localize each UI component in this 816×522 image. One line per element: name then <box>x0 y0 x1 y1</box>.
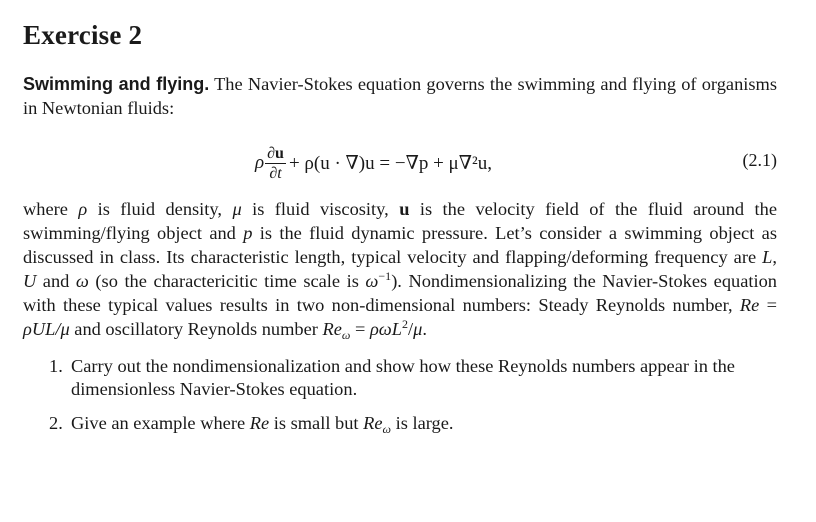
text-run: is large. <box>391 413 454 433</box>
inverse-exponent: −1 <box>378 269 392 283</box>
equation-rho: ρ <box>255 152 265 173</box>
list-item <box>49 412 777 435</box>
text-run: is the velocity field of the fluid around the swimming/flying object and <box>23 199 778 243</box>
text-run: Give an example where <box>71 413 250 433</box>
text-run: = <box>759 295 777 315</box>
symbol-mu: μ <box>413 319 423 339</box>
text-run: / <box>408 319 414 339</box>
task-text: Carry out the nondimensionalization and show how these Reynolds numbers appear in the dimensionless Navier-Stokes equation. <box>71 356 735 399</box>
symbol-oscillatory-reynolds: Re <box>363 413 383 433</box>
symbol-rho: ρ <box>78 199 88 219</box>
text-run: where <box>23 199 79 219</box>
omega-subscript: ω <box>382 422 392 436</box>
equation-rhs: + ρ(u · ∇)u = −∇p + μ∇²u, <box>288 152 492 174</box>
text-run: is fluid viscosity, <box>241 199 400 219</box>
symbol-length: L <box>762 247 773 267</box>
task-list <box>49 355 777 446</box>
navier-stokes-equation <box>23 136 777 190</box>
fraction-numerator: ∂u <box>267 144 284 162</box>
symbol-omega: ω <box>365 271 379 291</box>
text-run: = <box>350 319 370 339</box>
text-run: is fluid density, <box>87 199 233 219</box>
text-run: (so the charactericitic time scale is <box>88 271 366 291</box>
symbol-omega: ω <box>75 271 89 291</box>
text-run: is small but <box>269 413 364 433</box>
time-derivative-fraction <box>265 145 286 182</box>
symbol-velocity: u <box>399 199 410 219</box>
description-paragraph <box>23 197 777 341</box>
text-run: . <box>422 319 427 339</box>
task-text <box>71 413 454 436</box>
text-run: and oscillatory Reynolds number <box>69 319 323 339</box>
symbol-oscillatory-reynolds: Re <box>322 319 342 339</box>
exercise-heading: Exercise 2 <box>23 20 143 50</box>
square-exponent: 2 <box>402 317 409 331</box>
omega-subscript: ω <box>341 328 351 342</box>
symbol-reynolds: Re <box>739 295 760 315</box>
symbol-mu: μ <box>232 199 242 219</box>
symbol-reynolds: Re <box>249 413 270 433</box>
equation-number: (2.1) <box>742 150 777 170</box>
oscillatory-reynolds-expression: ρωL <box>369 319 403 339</box>
text-run: , <box>772 247 777 267</box>
text-run: is the fluid dynamic pressure. Let’s consider a swimming object as discussed in class. Its characteristic length, typical velocity and flapping/deforming frequency are <box>23 223 777 267</box>
intro-paragraph <box>23 72 777 120</box>
equation-body <box>255 138 492 188</box>
symbol-pressure: p <box>243 223 253 243</box>
reynolds-expression: ρUL/μ <box>23 319 70 339</box>
symbol-velocity-scale: U <box>23 271 37 291</box>
text-run: ). Nondimensionalizing the Navier-Stokes equation with these typical values results in two non-dimensional numbers: Steady Reynolds number, <box>23 271 778 315</box>
list-marker: 2. <box>49 413 63 433</box>
intro-text: The Navier-Stokes equation governs the swimming and flying of organisms in Newtonian fluids: <box>23 74 777 118</box>
paragraph-title: Swimming and flying. <box>23 74 210 94</box>
list-item <box>49 355 777 401</box>
fraction-denominator: ∂t <box>269 164 282 182</box>
text-run: and <box>36 271 76 291</box>
list-marker: 1. <box>49 356 63 376</box>
